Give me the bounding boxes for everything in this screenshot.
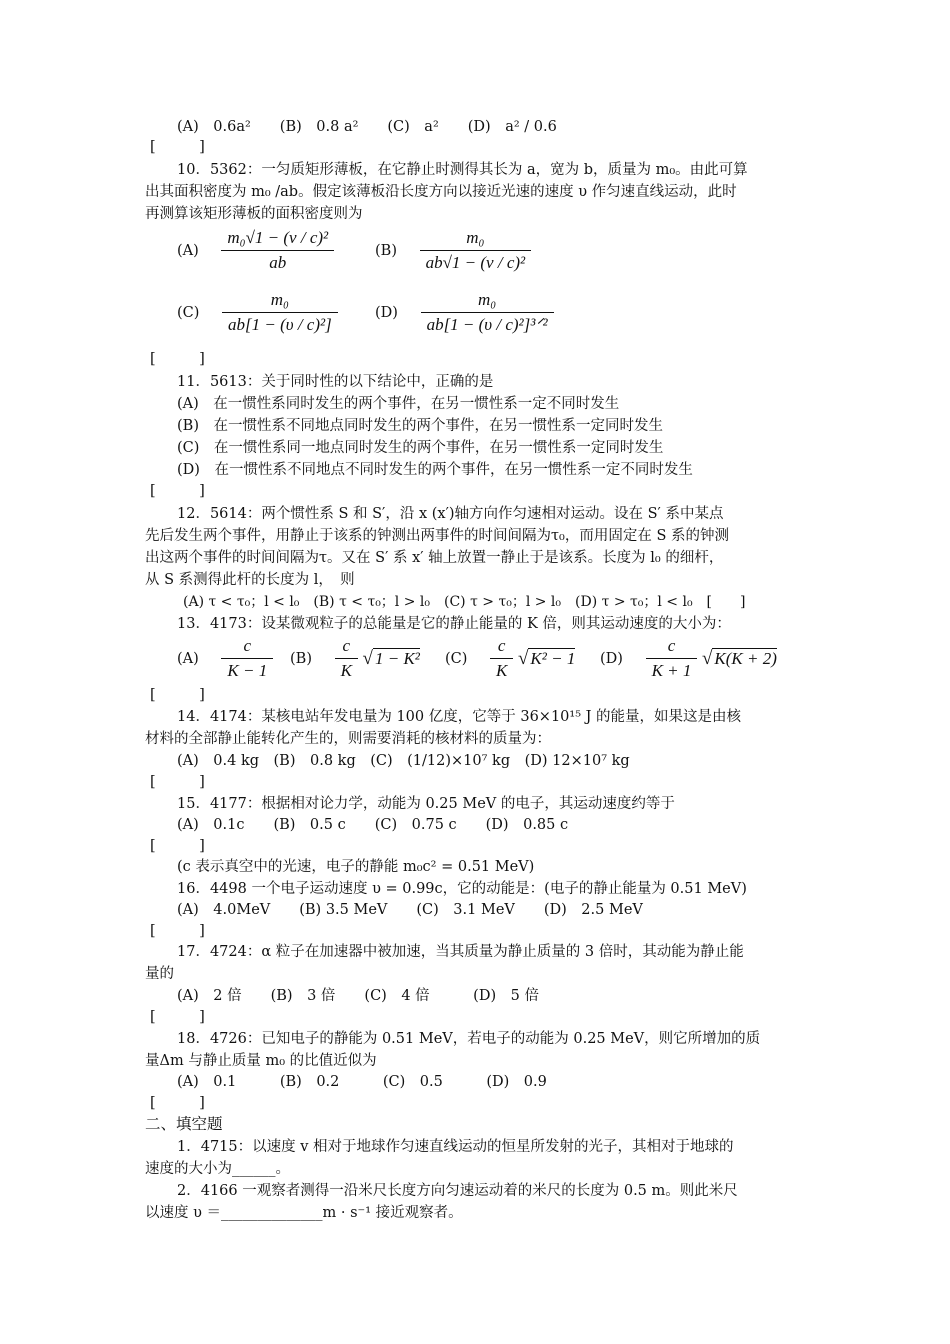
numerator: m₀ (222, 290, 338, 313)
q13-option-b: (B) $\frac{c}{K}$ √ 1 − K² (290, 636, 420, 680)
numerator: c (646, 636, 698, 659)
numerator: c (335, 636, 358, 659)
denominator: ab[1 − (υ / c)²]³ᐟ² (426, 315, 548, 334)
q10-line-1: 10．5362：一匀质矩形薄板，在它静止时测得其长为 a，宽为 b，质量为 m₀。由此可算 (177, 162, 748, 178)
q14-options: (A) 0.4 kg (B) 0.8 kg (C) (1/12)×10⁷ kg (D) 12×10⁷ kg (177, 753, 630, 769)
q17-line-2: 量的 (145, 966, 174, 982)
answer-bracket: [ ] (150, 351, 205, 367)
q11-option-c: (C) 在一惯性系同一地点同时发生的两个事件，在另一惯性系一定同时发生 (177, 440, 664, 456)
denominator: ab[1 − (υ / c)²] (228, 315, 332, 334)
q10-option-d (375, 290, 554, 335)
numerator: m₀ (421, 290, 554, 313)
f1-line-2: 速度的大小为______。 (145, 1161, 290, 1177)
option-label: (D) (600, 650, 623, 667)
option-label: (A) (177, 242, 199, 259)
q14-line-2: 材料的全部静止能转化产生的，则需要消耗的核材料的质量为： (145, 731, 551, 747)
q12-line-3: 出这两个事件的时间间隔为τ。又在 S′ 系 x′ 轴上放置一静止于是该系。长度为 l₀ 的细杆， (145, 550, 724, 566)
option-label: (C) (177, 304, 200, 321)
q17-options: (A) 2 倍 (B) 3 倍 (C) 4 倍 (D) 5 倍 (177, 988, 539, 1004)
q11-option-d: (D) 在一惯性系不同地点不同时发生的两个事件，在另一惯性系一定不同时发生 (177, 462, 693, 478)
q10-option-c (177, 290, 338, 335)
denominator: ab (269, 253, 287, 272)
q17-line-1: 17．4724：α 粒子在加速器中被加速，当其质量为静止质量的 3 倍时，其动能为静止能 (177, 944, 744, 960)
option-label: (C) (445, 650, 468, 667)
q12-line-2: 先后发生两个事件，用静止于该系的钟测出两事件的时间间隔为τ₀，而用固定在 S 系的钟测 (145, 528, 729, 544)
q15-options: (A) 0.1c (B) 0.5 c (C) 0.75 c (D) 0.85 c (177, 817, 569, 833)
answer-bracket: [ ] (150, 1095, 205, 1111)
q18-line-1: 18．4726：已知电子的静能为 0.51 MeV，若电子的动能为 0.25 MeV，则它所增加的质 (177, 1031, 761, 1047)
answer-bracket: [ ] (150, 774, 205, 790)
q9-options: (A) 0.6a² (B) 0.8 a² (C) a² (D) a² / 0.6 (177, 119, 557, 135)
q11-option-a: (A) 在一惯性系同时发生的两个事件，在另一惯性系一定不同时发生 (177, 396, 620, 412)
q10-line-2: 出其面积密度为 m₀ /ab。假定该薄板沿长度方向以接近光速的速度 υ 作匀速直线运动，此时 (145, 184, 737, 200)
radicand: K(K + 2) (714, 648, 777, 668)
q10-option-a (177, 228, 334, 273)
q13-option-c: (C) $\frac{c}{K}$ √ K² − 1 (445, 636, 576, 680)
q18-line-2: 量Δm 与静止质量 m₀ 的比值近似为 (145, 1053, 377, 1069)
denominator: K + 1 (651, 661, 692, 680)
q12-options: (A) τ < τ₀；l < l₀ (B) τ < τ₀；l > l₀ (C) τ > τ₀；l > l₀ (D) τ > τ₀；l < l₀ [ ] (183, 594, 746, 610)
section-heading: 二、填空题 (145, 1115, 223, 1133)
q18-options: (A) 0.1 (B) 0.2 (C) 0.5 (D) 0.9 (177, 1074, 547, 1090)
f2-line-2: 以速度 υ ＝______________m · s⁻¹ 接近观察者。 (145, 1205, 463, 1221)
answer-bracket: [ ] (150, 483, 205, 499)
option-label: (B) (290, 650, 312, 667)
q16-stem: 16．4498 一个电子运动速度 υ = 0.99c，它的动能是：(电子的静止能量为 0.51 MeV) (177, 881, 747, 897)
q15-stem: 15．4177：根据相对论力学，动能为 0.25 MeV 的电子，其运动速度约等于 (177, 796, 675, 812)
q11-stem: 11．5613：关于同时性的以下结论中，正确的是 (177, 374, 494, 390)
q12-line-1: 12．5614：两个惯性系 S 和 S′，沿 x (x′)轴方向作匀速相对运动。设在 S′ 系中某点 (177, 506, 724, 522)
radicand: K² − 1 (530, 648, 576, 668)
q10-option-b (375, 228, 531, 273)
answer-bracket: [ ] (150, 1009, 205, 1025)
denominator: ab√1 − (v / c)² (425, 253, 526, 272)
option-label: (B) (375, 242, 397, 259)
radicand: 1 − K² (374, 648, 420, 668)
f2-line-1: 2．4166 一观察者测得一沿米尺长度方向匀速运动着的米尺的长度为 0.5 m。则此米尺 (177, 1183, 738, 1199)
numerator: m₀√1 − (v / c)² (221, 228, 334, 251)
denominator: K − 1 (227, 661, 268, 680)
option-label: (D) (375, 304, 398, 321)
answer-bracket: [ ] (150, 838, 205, 854)
q10-line-3: 再测算该矩形薄板的面积密度则为 (145, 206, 363, 222)
q15-note: (c 表示真空中的光速，电子的静能 m₀c² = 0.51 MeV) (177, 859, 535, 875)
q13-option-a (177, 636, 273, 681)
denominator: K (340, 661, 352, 680)
answer-bracket: [ ] (150, 687, 205, 703)
f1-line-1: 1．4715：以速度 v 相对于地球作匀速直线运动的恒星所发射的光子，其相对于地球的 (177, 1139, 734, 1155)
option-label: (A) (177, 650, 199, 667)
q13-option-d: (D) $\frac{c}{K + 1}$ √ K(K + 2) (600, 636, 777, 680)
numerator: c (490, 636, 513, 659)
q13-stem: 13．4173：设某微观粒子的总能量是它的静止能量的 K 倍，则其运动速度的大小为： (177, 616, 731, 632)
q16-options: (A) 4.0MeV (B) 3.5 MeV (C) 3.1 MeV (D) 2.5 MeV (177, 902, 643, 918)
numerator: m₀ (420, 228, 532, 251)
q11-option-b: (B) 在一惯性系不同地点同时发生的两个事件，在另一惯性系一定同时发生 (177, 418, 663, 434)
q14-line-1: 14．4174：某核电站年发电量为 100 亿度，它等于 36×10¹⁵ J 的能量，如果这是由核 (177, 709, 742, 725)
numerator: c (221, 636, 273, 659)
q12-line-4: 从 S 系测得此杆的长度为 l， 则 (145, 572, 355, 588)
answer-bracket: [ ] (150, 139, 205, 155)
denominator: K (496, 661, 508, 680)
answer-bracket: [ ] (150, 923, 205, 939)
